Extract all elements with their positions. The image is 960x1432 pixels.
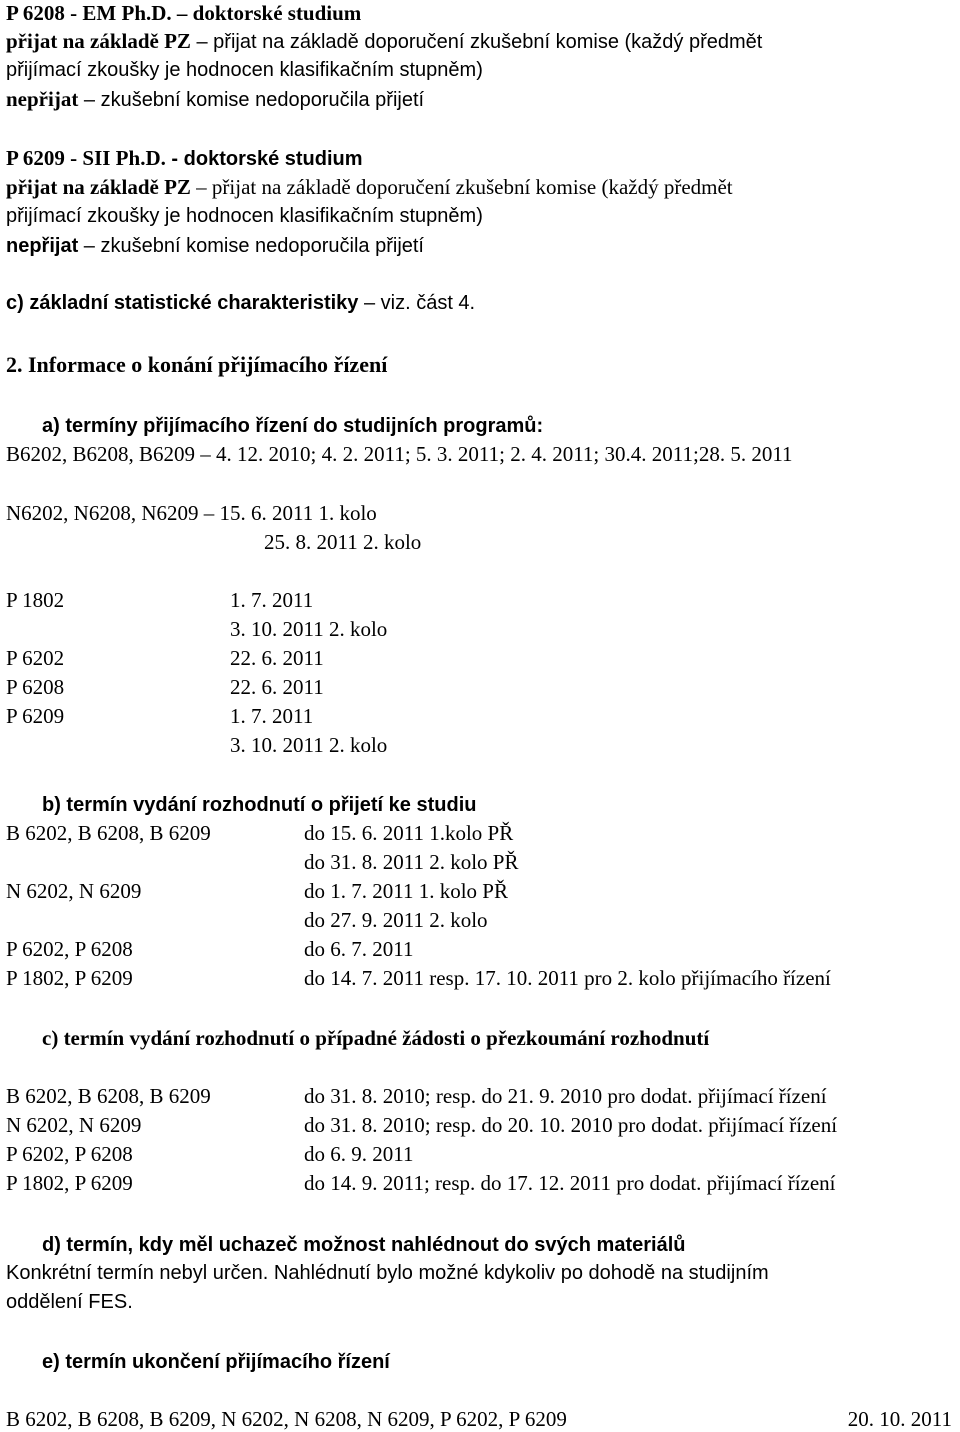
rejected-label: nepřijat — [6, 235, 79, 257]
admitted-text: – přijat na základě doporučení zkušební komise (každý předmět — [190, 175, 733, 199]
date-value: do 31. 8. 2010; resp. do 21. 9. 2010 pro dodat. přijímací řízení — [304, 1084, 827, 1108]
program-code: N 6202, N 6209 — [6, 1113, 142, 1137]
admitted-text: – přijat na základě doporučení zkušební komise (každý předmět — [190, 31, 763, 53]
program-code: P 6202, P 6208 — [6, 1142, 133, 1166]
inspection-text-cont: oddělení FES. — [6, 1291, 133, 1313]
subsection-title-c: c) termín vydání rozhodnutí o případné žádosti o přezkoumání rozhodnutí — [42, 1026, 710, 1050]
program-heading-code: P 6208 - EM Ph.D. — [6, 1, 177, 25]
program-heading-code: P 6209 - SII Ph.D. — [6, 146, 166, 170]
date-value: 3. 10. 2011 2. kolo — [230, 733, 388, 757]
date-value: do 15. 6. 2011 1.kolo PŘ — [304, 821, 514, 845]
program-code: P 1802, P 6209 — [6, 1171, 133, 1195]
end-date: 20. 10. 2011 — [847, 1407, 952, 1431]
master-dates-round1: N6202, N6208, N6209 – 15. 6. 2011 1. kolo — [6, 501, 377, 525]
stats-label: c) základní statistické charakteristiky — [6, 292, 359, 314]
date-value: 22. 6. 2011 — [230, 675, 324, 699]
date-value: 3. 10. 2011 2. kolo — [230, 617, 388, 641]
review-dates-table — [6, 1083, 946, 1199]
date-value: do 6. 9. 2011 — [304, 1142, 414, 1166]
doctoral-dates-table — [6, 587, 506, 761]
admitted-text-cont: přijímací zkoušky je hodnocen klasifikačním stupněm) — [6, 205, 483, 227]
program-code: P 1802 — [6, 588, 65, 612]
program-code: B 6202, B 6208, B 6209 — [6, 1084, 211, 1108]
subsection-title-a: a) termíny přijímacího řízení do studijních programů: — [42, 415, 544, 437]
program-code: N 6202, N 6209 — [6, 879, 142, 903]
program-heading-desc: - doktorské studium — [165, 148, 363, 170]
date-value: do 27. 9. 2011 2. kolo — [304, 908, 488, 932]
admitted-rule — [6, 174, 733, 200]
subsection-title-b: b) termín vydání rozhodnutí o přijetí ke studiu — [42, 794, 477, 816]
stats-ref: – viz. část 4. — [358, 292, 476, 314]
master-dates-round2: 25. 8. 2011 2. kolo — [264, 530, 422, 554]
rejected-text: – zkušební komise nedoporučila přijetí — [78, 89, 425, 111]
admitted-label: přijat na základě PZ — [6, 175, 191, 199]
stats-line — [6, 290, 475, 316]
rejected-rule — [6, 86, 424, 113]
rejected-text: – zkušební komise nedoporučila přijetí — [78, 235, 424, 257]
date-value: do 31. 8. 2010; resp. do 20. 10. 2010 pro dodat. přijímací řízení — [304, 1113, 838, 1137]
admitted-rule — [6, 28, 762, 55]
program-heading — [6, 145, 363, 172]
date-value: 1. 7. 2011 — [230, 588, 314, 612]
inspection-text: Konkrétní termín nebyl určen. Nahlédnutí bylo možné kdykoliv po dohodě na studijním — [6, 1262, 769, 1284]
date-value: 1. 7. 2011 — [230, 704, 314, 728]
section-title: 2. Informace o konání přijímacího řízení — [6, 352, 388, 377]
program-code: B 6202, B 6208, B 6209 — [6, 821, 211, 845]
date-value: do 14. 7. 2011 resp. 17. 10. 2011 pro 2. kolo přijímacího řízení — [304, 966, 831, 990]
subsection-title-e: e) termín ukončení přijímacího řízení — [42, 1351, 390, 1373]
date-value: do 6. 7. 2011 — [304, 937, 414, 961]
program-code: P 6202, P 6208 — [6, 937, 133, 961]
decision-dates-table — [6, 820, 946, 994]
admitted-label: přijat na základě PZ — [6, 29, 191, 53]
date-value: do 1. 7. 2011 1. kolo PŘ — [304, 879, 508, 903]
program-heading-desc: – doktorské studium — [176, 1, 362, 25]
bachelor-dates: B6202, B6208, B6209 – 4. 12. 2010; 4. 2. 2011; 5. 3. 2011; 2. 4. 2011; 30.4. 2011;28. 5. 2011 — [6, 442, 793, 466]
date-value: do 31. 8. 2011 2. kolo PŘ — [304, 850, 519, 874]
program-code: P 6202 — [6, 646, 65, 670]
rejected-rule — [6, 232, 424, 259]
date-value: do 14. 9. 2011; resp. do 17. 12. 2011 pro dodat. přijímací řízení — [304, 1171, 836, 1195]
end-programs: B 6202, B 6208, B 6209, N 6202, N 6208, N 6209, P 6202, P 6209 — [6, 1407, 567, 1431]
program-code: P 6208 — [6, 675, 65, 699]
date-value: 22. 6. 2011 — [230, 646, 324, 670]
subsection-title-d: d) termín, kdy měl uchazeč možnost nahlédnout do svých materiálů — [42, 1234, 686, 1256]
rejected-label: nepřijat — [6, 87, 79, 111]
admitted-text-cont: přijímací zkoušky je hodnocen klasifikačním stupněm) — [6, 59, 483, 81]
program-code: P 6209 — [6, 704, 65, 728]
program-code: P 1802, P 6209 — [6, 966, 133, 990]
program-heading — [6, 0, 361, 26]
